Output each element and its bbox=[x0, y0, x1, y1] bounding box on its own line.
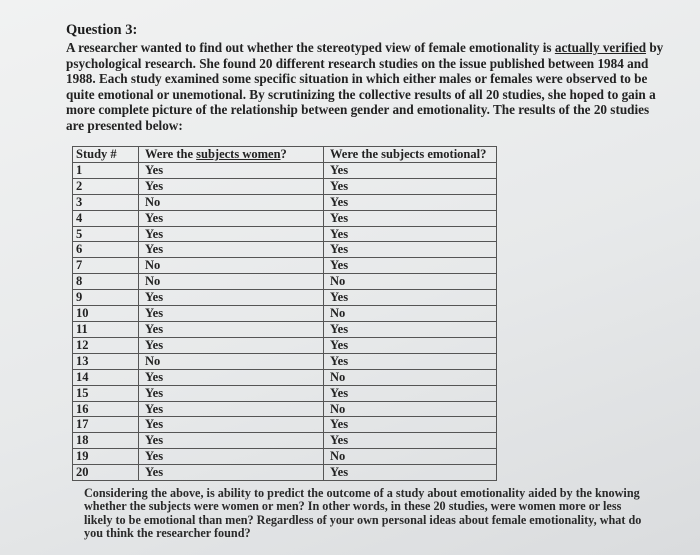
table-row bbox=[73, 258, 497, 274]
cell-emotional: No bbox=[324, 369, 497, 385]
cell-study: 14 bbox=[73, 369, 139, 385]
cell-women: Yes bbox=[139, 433, 324, 449]
table-header-row bbox=[73, 147, 497, 163]
cell-emotional: Yes bbox=[324, 290, 497, 306]
cell-study: 8 bbox=[73, 274, 139, 290]
cell-women: No bbox=[139, 274, 324, 290]
cell-emotional: Yes bbox=[324, 194, 497, 210]
cell-emotional: Yes bbox=[324, 465, 497, 481]
table-row bbox=[73, 337, 497, 353]
cell-women: Yes bbox=[139, 369, 324, 385]
question-intro bbox=[66, 40, 666, 134]
header-women-emphasis: subjects women bbox=[196, 147, 281, 161]
cell-study: 12 bbox=[73, 337, 139, 353]
table-row bbox=[73, 306, 497, 322]
cell-women: Yes bbox=[139, 242, 324, 258]
table-row bbox=[73, 369, 497, 385]
cell-emotional: No bbox=[324, 449, 497, 465]
cell-study: 7 bbox=[73, 258, 139, 274]
header-women-suffix: ? bbox=[280, 147, 287, 161]
cell-emotional: No bbox=[324, 274, 497, 290]
cell-study: 6 bbox=[73, 242, 139, 258]
cell-study: 2 bbox=[73, 178, 139, 194]
cell-emotional: Yes bbox=[324, 162, 497, 178]
cell-emotional: Yes bbox=[324, 337, 497, 353]
intro-emphasis: actually verified bbox=[554, 40, 647, 55]
table-row bbox=[73, 417, 497, 433]
table-row bbox=[73, 162, 497, 178]
table-row bbox=[73, 290, 497, 306]
cell-women: Yes bbox=[139, 385, 324, 401]
cell-women: No bbox=[139, 258, 324, 274]
cell-study: 20 bbox=[73, 465, 139, 481]
table-row bbox=[73, 178, 497, 194]
cell-emotional: Yes bbox=[324, 353, 497, 369]
cell-study: 5 bbox=[73, 226, 139, 242]
table-row bbox=[73, 449, 497, 465]
intro-text-part2: by psychological research. She found 20 different research studies on the issue published between 1984 and 1988. Each study examined some specific situation in which either males or females were observed to be quite emotional or unemotional. By scrutinizing the collective results of all 20 studies, she hoped to gain a more complete picture of the relationship between gender and emotionality. The results of the 20 studies are presented below: bbox=[66, 40, 664, 133]
question-closing: Considering the above, is ability to predict the outcome of a study about emotionality aided by the knowing whether the subjects were women or men? In other words, in these 20 studies, were women more or less likely to be emotional than men? Regardless of your own personal ideas about female emotionality, what do you think the researcher found? bbox=[84, 486, 642, 541]
cell-emotional: Yes bbox=[324, 433, 497, 449]
table-row bbox=[73, 353, 497, 369]
cell-study: 18 bbox=[73, 433, 139, 449]
cell-study: 10 bbox=[73, 306, 139, 322]
cell-women: Yes bbox=[139, 290, 324, 306]
cell-emotional: Yes bbox=[324, 321, 497, 337]
cell-women: No bbox=[139, 194, 324, 210]
cell-emotional: Yes bbox=[324, 385, 497, 401]
header-women bbox=[139, 147, 324, 163]
table-row bbox=[73, 465, 497, 481]
cell-emotional: Yes bbox=[324, 258, 497, 274]
cell-emotional: Yes bbox=[324, 178, 497, 194]
intro-text-part1: A researcher wanted to find out whether the stereotyped view of female emotionality is bbox=[66, 40, 555, 55]
table-row bbox=[73, 385, 497, 401]
cell-women: Yes bbox=[139, 178, 324, 194]
cell-women: Yes bbox=[139, 306, 324, 322]
cell-women: Yes bbox=[139, 210, 324, 226]
cell-study: 13 bbox=[73, 353, 139, 369]
header-study: Study # bbox=[73, 147, 139, 163]
cell-women: Yes bbox=[139, 321, 324, 337]
cell-women: Yes bbox=[139, 337, 324, 353]
table-row bbox=[73, 433, 497, 449]
table-row bbox=[73, 210, 497, 226]
cell-study: 16 bbox=[73, 401, 139, 417]
table-row bbox=[73, 242, 497, 258]
cell-emotional: Yes bbox=[324, 417, 497, 433]
cell-emotional: Yes bbox=[324, 242, 497, 258]
cell-study: 11 bbox=[73, 321, 139, 337]
table-body bbox=[73, 162, 497, 480]
cell-emotional: Yes bbox=[324, 226, 497, 242]
cell-study: 17 bbox=[73, 417, 139, 433]
table-row bbox=[73, 321, 497, 337]
question-title: Question 3: bbox=[66, 22, 138, 38]
cell-women: Yes bbox=[139, 449, 324, 465]
results-table bbox=[72, 146, 497, 481]
cell-study: 9 bbox=[73, 290, 139, 306]
cell-study: 15 bbox=[73, 385, 139, 401]
header-women-prefix: Were the bbox=[145, 147, 197, 161]
cell-emotional: Yes bbox=[324, 210, 497, 226]
table-row bbox=[73, 274, 497, 290]
cell-women: Yes bbox=[139, 226, 324, 242]
table-row bbox=[73, 226, 497, 242]
cell-women: Yes bbox=[139, 401, 324, 417]
header-emotional: Were the subjects emotional? bbox=[324, 147, 497, 163]
cell-study: 3 bbox=[73, 194, 139, 210]
cell-women: Yes bbox=[139, 465, 324, 481]
cell-women: Yes bbox=[139, 417, 324, 433]
table-row bbox=[73, 401, 497, 417]
table-row bbox=[73, 194, 497, 210]
cell-study: 19 bbox=[73, 449, 139, 465]
cell-study: 1 bbox=[73, 162, 139, 178]
cell-women: No bbox=[139, 353, 324, 369]
cell-emotional: No bbox=[324, 306, 497, 322]
cell-study: 4 bbox=[73, 210, 139, 226]
cell-emotional: No bbox=[324, 401, 497, 417]
cell-women: Yes bbox=[139, 162, 324, 178]
